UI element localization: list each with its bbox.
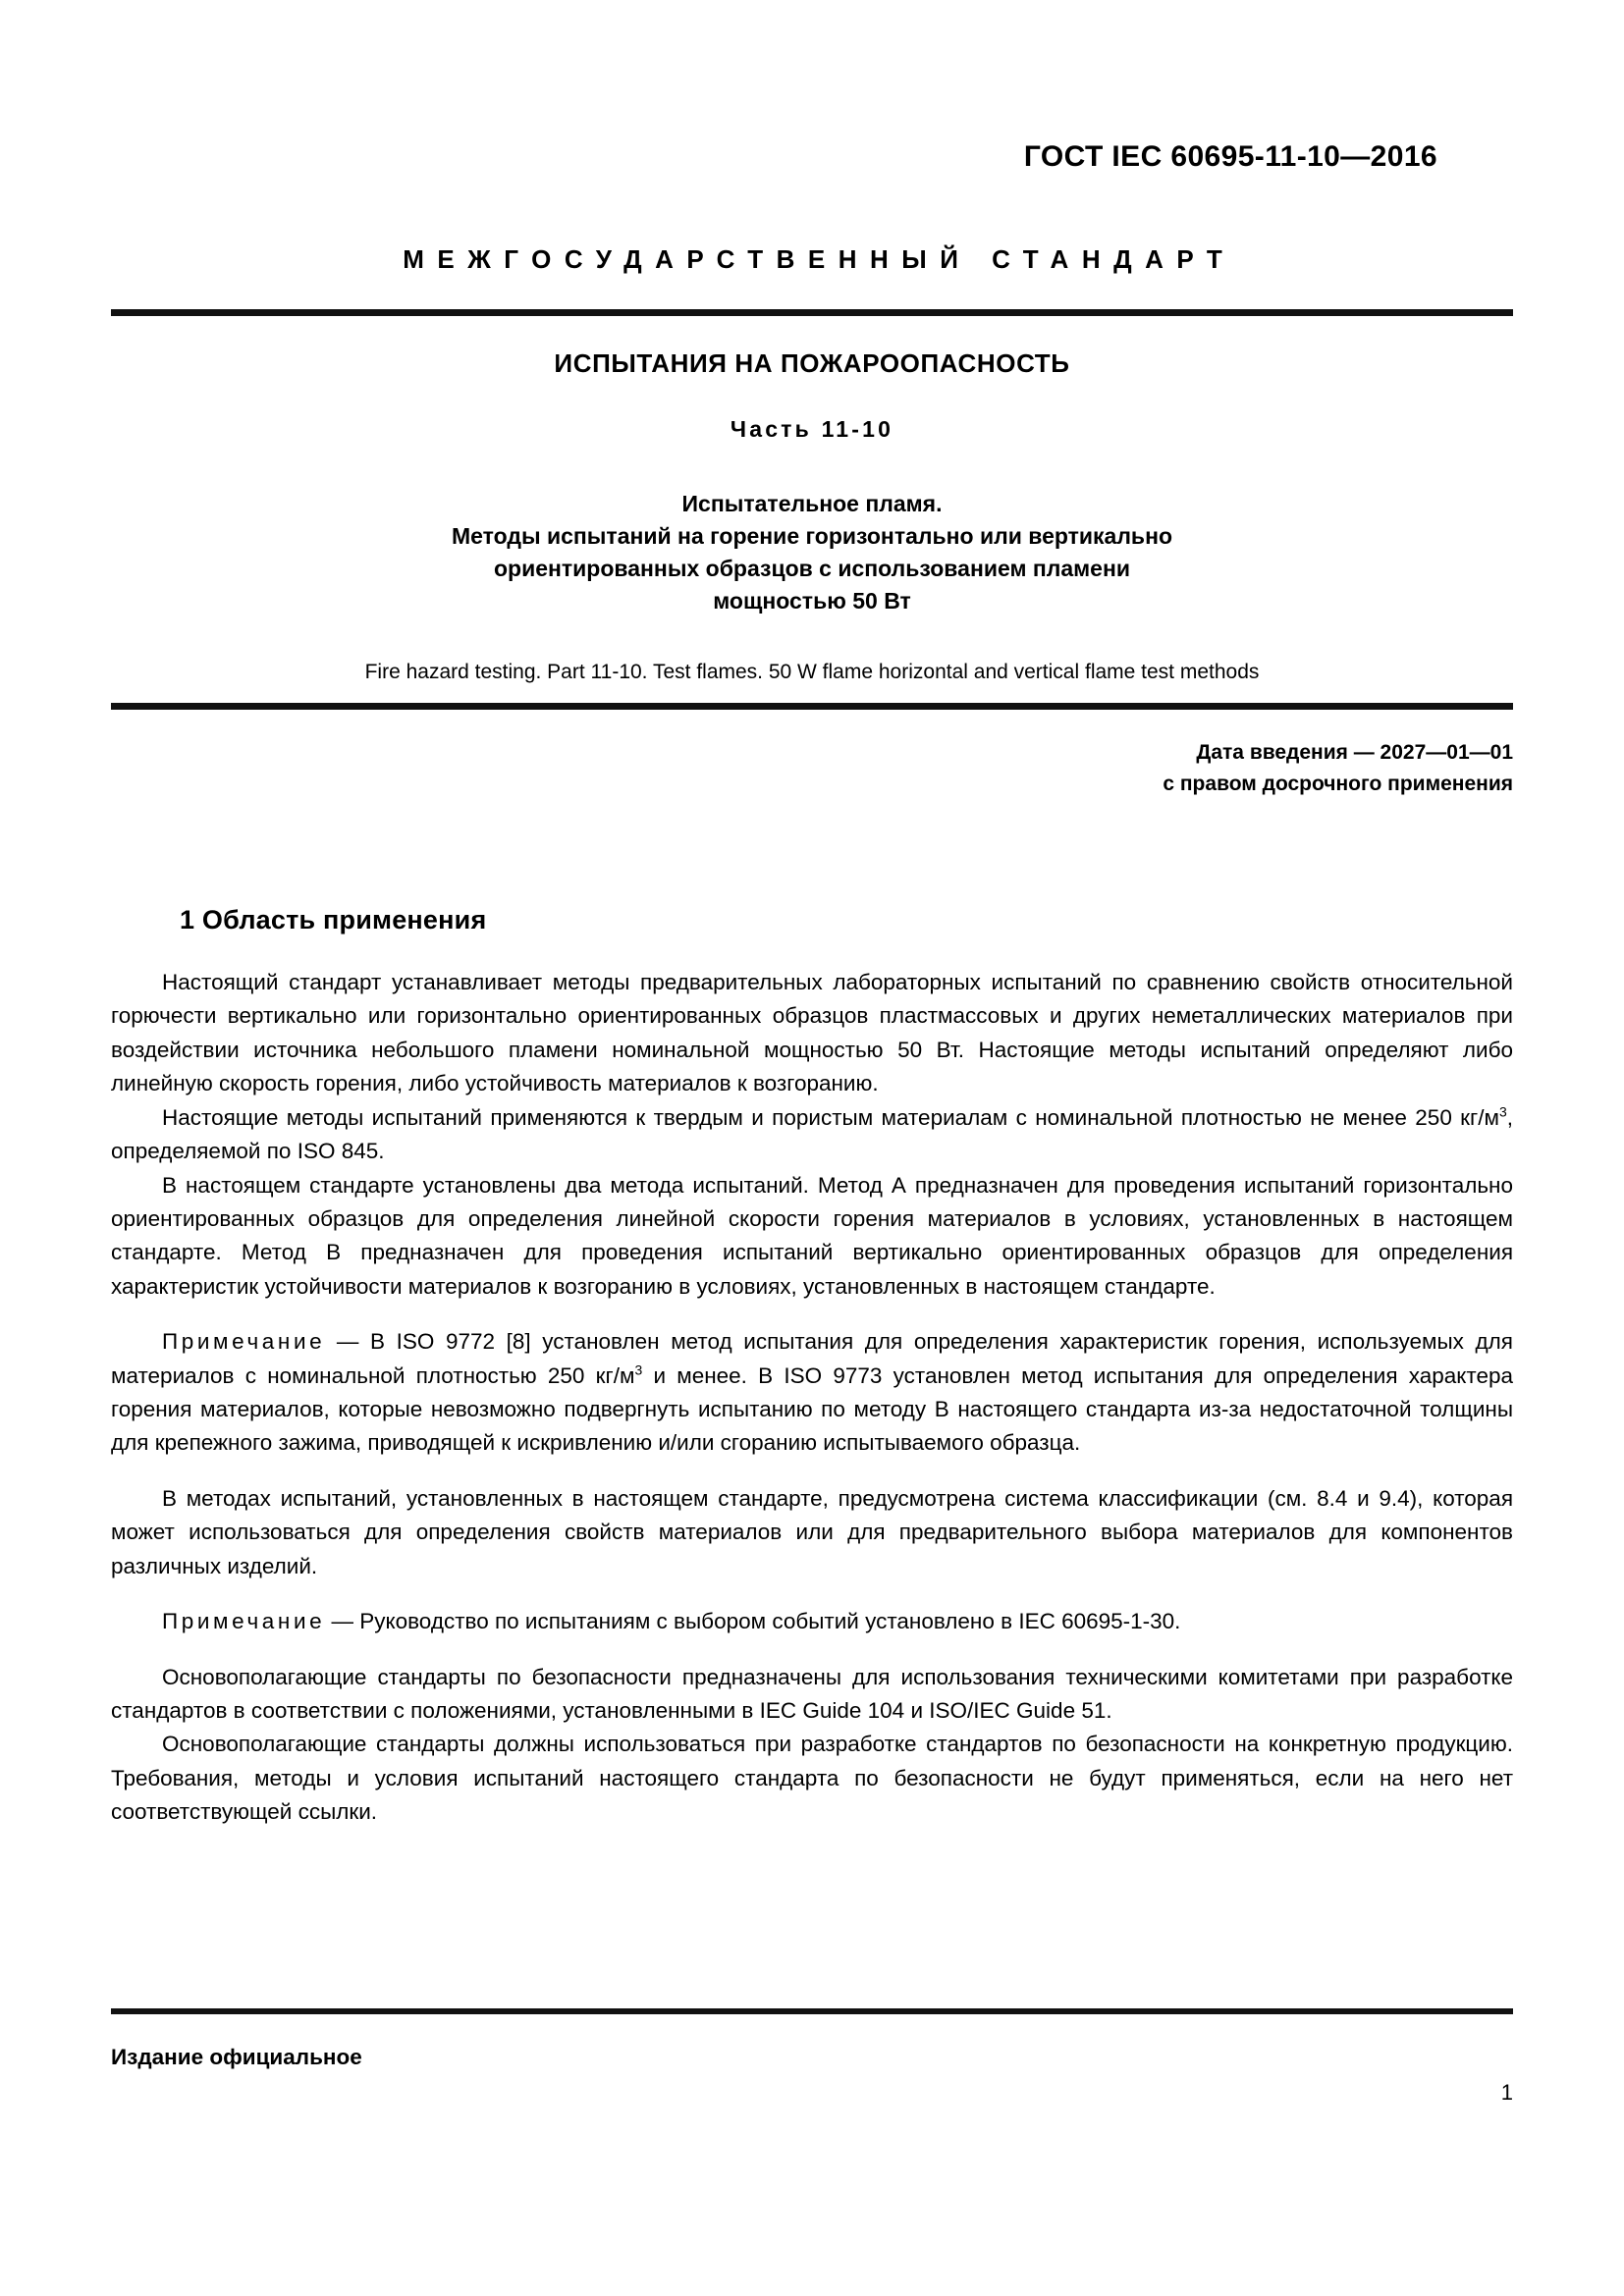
- document-designation-header: ГОСТ IEC 60695-11-10—2016: [1023, 140, 1437, 173]
- title-subtitle-line-2: Методы испытаний на горение горизонтально или вертикально: [451, 522, 1173, 549]
- note-1-label: Примечание: [162, 1329, 326, 1355]
- paragraph-5: Основополагающие стандарты по безопасности предназначены для использования техническими комитетами при разработке стандартов в соответствии с положениями, установленными в IEC Guide 104 и ISO/IEC Guide 51.: [111, 1664, 1513, 1724]
- paragraph-1: Настоящий стандарт устанавливает методы предварительных лабораторных испытаний по сравнению свойств относительной горючести вертикально или горизонтально ориентированных образцов пластмассовых и других неметаллических материалов при воздействии источника небольшого пламени номинальной мощностью 50 Вт. Настоящие методы испытаний определяют либо линейную скорость горения, либо устойчивость материалов к возгоранию.: [111, 970, 1513, 1096]
- title-subtitle-line-1: Испытательное пламя.: [681, 491, 943, 516]
- paragraph-2: [111, 1101, 1513, 1169]
- title-english: Fire hazard testing. Part 11-10. Test flames. 50 W flame horizontal and vertical flame test methods: [364, 660, 1260, 683]
- title-block: [111, 348, 1513, 685]
- standard-kind-line: МЕЖГОСУДАРСТВЕННЫЙ СТАНДАРТ: [403, 244, 1236, 274]
- title-subtitle-line-4: мощностью 50 Вт: [713, 587, 911, 614]
- note-1-superscript: 3: [634, 1362, 643, 1378]
- note-2: [111, 1605, 1513, 1638]
- rule-middle: [111, 703, 1513, 710]
- note-2-text: — Руководство по испытаниям с выбором событий установлено в IEC 60695-1-30.: [325, 1609, 1181, 1634]
- introduction-date-line-1: Дата введения — 2027—01—01: [1196, 741, 1513, 764]
- title-subtitle-line-3: ориентированных образцов с использованием пламени: [493, 555, 1130, 581]
- note-1-part-a: — В ISO 9772 [8] установлен метод испытания для определения характеристик горения, используемых для материалов с номинальной плотностью 250 кг/м: [111, 1329, 1513, 1388]
- title-subtitle: [111, 488, 1513, 617]
- page-number: 1: [1500, 2080, 1513, 2105]
- body-text: [111, 966, 1513, 1830]
- paragraph-2-part-b: , определяемой по ISO 845.: [111, 1104, 1513, 1164]
- official-edition-note: Издание официальное: [111, 2045, 362, 2069]
- rule-bottom: [111, 2008, 1513, 2014]
- paragraph-2-superscript: 3: [1498, 1103, 1507, 1120]
- note-1: [111, 1325, 1513, 1461]
- note-2-label: Примечание: [162, 1609, 326, 1634]
- introduction-date-line-2: с правом досрочного применения: [1163, 772, 1513, 795]
- title-part-text: Часть 11-10: [730, 416, 894, 442]
- rule-top: [111, 309, 1513, 316]
- section-heading-scope: 1 Область применения: [180, 905, 487, 934]
- paragraph-6: Основополагающие стандарты должны использоваться при разработке стандартов по безопасности на конкретную продукцию. Требования, методы и условия испытаний настоящего стандарта по безопасности не будут применяться, если на него нет соответствующей ссылки.: [111, 1732, 1513, 1825]
- paragraph-2-part-a: Настоящие методы испытаний применяются к твердым и пористым материалам с номинальной плотностью не менее 250 кг/м: [162, 1104, 1499, 1130]
- paragraph-4: В методах испытаний, установленных в настоящем стандарте, предусмотрена система классификации (см. 8.4 и 9.4), которая может использоваться для определения свойств материалов или для предварительного выбора материалов для компонентов различных изделий.: [111, 1485, 1513, 1578]
- title-main: ИСПЫТАНИЯ НА ПОЖАРООПАСНОСТЬ: [554, 348, 1070, 378]
- note-1-part-b: и менее. В ISO 9773 установлен метод испытания для определения характера горения материалов, которые невозможно подвергнуть испытанию по методу В настоящего стандарта из-за недостаточной толщины для крепежного зажима, приводящей к искривлению и/или сгоранию испытываемого образца.: [111, 1362, 1513, 1456]
- paragraph-3: В настоящем стандарте установлены два метода испытаний. Метод А предназначен для проведения испытаний горизонтально ориентированных образцов для определения линейной скорости горения материалов в условиях, установленных в настоящем стандарте. Метод В предназначен для проведения испытаний вертикально ориентированных образцов для определения характеристик устойчивости материалов к возгоранию в условиях, установленных в настоящем стандарте.: [111, 1172, 1513, 1299]
- introduction-date-block: [111, 737, 1513, 799]
- title-part: [111, 416, 1513, 443]
